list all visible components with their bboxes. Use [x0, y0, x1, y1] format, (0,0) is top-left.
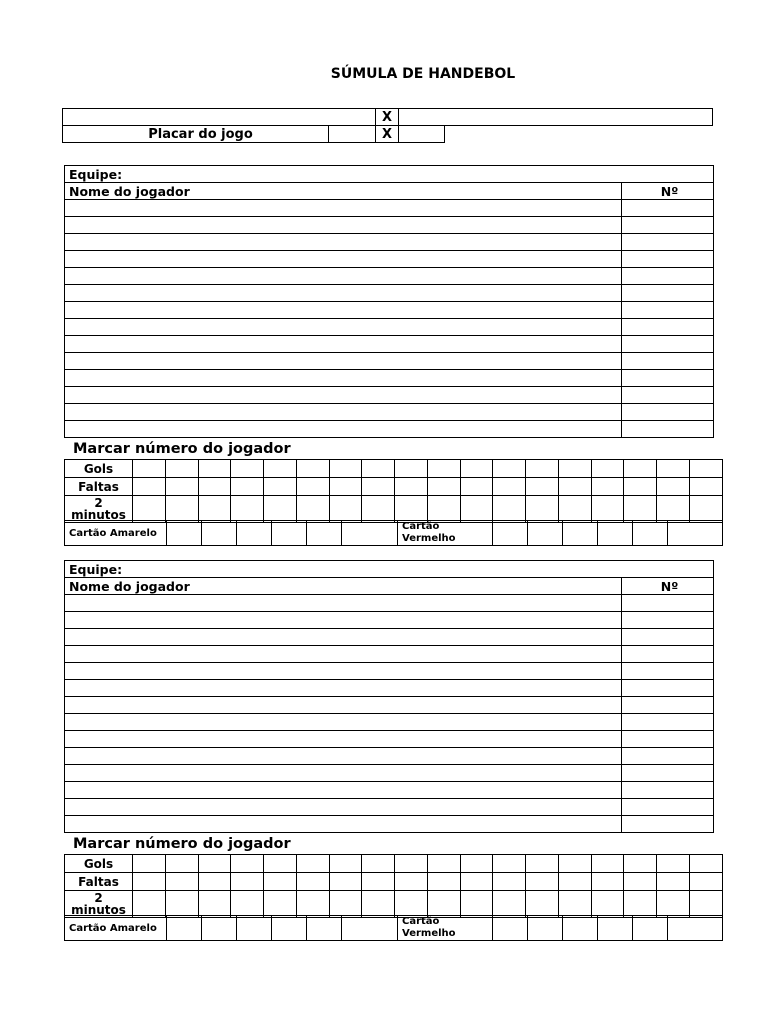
versus-mark: X	[376, 109, 399, 126]
stat-cell[interactable]	[329, 855, 362, 873]
number-header: Nº	[622, 578, 714, 595]
player-number-cell[interactable]	[622, 251, 714, 268]
player-number-cell[interactable]	[622, 714, 714, 731]
stat-cell[interactable]	[493, 891, 526, 918]
stat-cell[interactable]	[526, 855, 559, 873]
name-header: Nome do jogador	[65, 183, 622, 200]
player-name-cell[interactable]	[65, 612, 622, 629]
player-number-cell[interactable]	[622, 336, 714, 353]
stat-cell[interactable]	[690, 891, 723, 918]
stat-cell[interactable]	[460, 891, 493, 918]
yellow-card-cell[interactable]	[342, 521, 398, 546]
red-card-cell[interactable]	[668, 521, 723, 546]
stat-cell[interactable]	[460, 478, 493, 496]
stat-cell[interactable]	[591, 891, 624, 918]
stat-cell[interactable]	[624, 855, 657, 873]
player-row	[65, 782, 714, 799]
scoreboard-row-2	[62, 125, 445, 143]
player-name-cell[interactable]	[65, 353, 622, 370]
player-number-cell[interactable]	[622, 697, 714, 714]
player-number-cell[interactable]	[622, 595, 714, 612]
page-title: SÚMULA DE HANDEBOL	[330, 66, 516, 82]
stat-cell[interactable]	[526, 891, 559, 918]
player-name-cell[interactable]	[65, 251, 622, 268]
player-name-cell[interactable]	[65, 595, 622, 612]
player-number-cell[interactable]	[622, 387, 714, 404]
goals-label: Gols	[65, 855, 133, 873]
player-row	[65, 799, 714, 816]
stat-cell[interactable]	[558, 496, 591, 523]
red-card-cell[interactable]	[528, 916, 563, 941]
yellow-card-cell[interactable]	[272, 916, 307, 941]
stat-cell[interactable]	[591, 478, 624, 496]
stat-cell[interactable]	[591, 496, 624, 523]
player-row	[65, 663, 714, 680]
stat-cell[interactable]	[329, 873, 362, 891]
stat-cell[interactable]	[165, 891, 198, 918]
stat-cell[interactable]	[362, 478, 395, 496]
player-row	[65, 200, 714, 217]
player-name-cell[interactable]	[65, 217, 622, 234]
player-number-cell[interactable]	[622, 816, 714, 833]
player-row	[65, 285, 714, 302]
stat-cell[interactable]	[362, 873, 395, 891]
stat-cell[interactable]	[493, 478, 526, 496]
stat-cell[interactable]	[296, 855, 329, 873]
cards-row	[64, 520, 723, 546]
stat-cell[interactable]	[427, 891, 460, 918]
stat-cell[interactable]	[657, 478, 690, 496]
stat-cell[interactable]	[329, 460, 362, 478]
red-card-cell[interactable]	[633, 521, 668, 546]
stat-cell[interactable]	[264, 873, 297, 891]
player-number-cell[interactable]	[622, 285, 714, 302]
player-row	[65, 234, 714, 251]
player-name-cell[interactable]	[65, 370, 622, 387]
player-name-cell[interactable]	[65, 234, 622, 251]
player-number-cell[interactable]	[622, 421, 714, 438]
team-b-score-cell[interactable]	[399, 126, 445, 143]
player-number-cell[interactable]	[622, 612, 714, 629]
stat-cell[interactable]	[362, 460, 395, 478]
stat-cell[interactable]	[460, 855, 493, 873]
yellow-card-cell[interactable]	[307, 916, 342, 941]
yellow-card-cell[interactable]	[342, 916, 398, 941]
stat-cell[interactable]	[231, 891, 264, 918]
player-name-cell[interactable]	[65, 629, 622, 646]
stats-grid	[64, 459, 723, 523]
stat-cell[interactable]	[198, 891, 231, 918]
player-name-cell[interactable]	[65, 663, 622, 680]
stat-cell[interactable]	[657, 496, 690, 523]
stat-cell[interactable]	[526, 460, 559, 478]
player-name-cell[interactable]	[65, 404, 622, 421]
scoreboard-row-1	[62, 108, 713, 126]
player-number-cell[interactable]	[622, 234, 714, 251]
yellow-card-cell[interactable]	[167, 521, 202, 546]
player-name-cell[interactable]	[65, 387, 622, 404]
goals-label: Gols	[65, 460, 133, 478]
stat-cell[interactable]	[690, 460, 723, 478]
stat-cell[interactable]	[624, 496, 657, 523]
stat-cell[interactable]	[133, 496, 166, 523]
stat-cell[interactable]	[558, 891, 591, 918]
fouls-label: Faltas	[65, 873, 133, 891]
stat-cell[interactable]	[690, 855, 723, 873]
player-number-cell[interactable]	[622, 663, 714, 680]
player-number-cell[interactable]	[622, 765, 714, 782]
red-card-cell[interactable]	[668, 916, 723, 941]
stat-cell[interactable]	[362, 496, 395, 523]
score-label: Placar do jogo	[63, 126, 329, 143]
stat-cell[interactable]	[493, 460, 526, 478]
player-name-cell[interactable]	[65, 680, 622, 697]
cards-row	[64, 915, 723, 941]
stat-cell[interactable]	[296, 496, 329, 523]
stat-cell[interactable]	[133, 855, 166, 873]
player-number-cell[interactable]	[622, 217, 714, 234]
stat-cell[interactable]	[296, 478, 329, 496]
stat-cell[interactable]	[264, 478, 297, 496]
stat-cell[interactable]	[231, 460, 264, 478]
stat-cell[interactable]	[460, 496, 493, 523]
player-row	[65, 336, 714, 353]
player-name-cell[interactable]	[65, 200, 622, 217]
player-row	[65, 731, 714, 748]
fouls-label: Faltas	[65, 478, 133, 496]
team-a-name-cell[interactable]	[63, 109, 376, 126]
stat-cell[interactable]	[395, 496, 428, 523]
stat-cell[interactable]	[624, 891, 657, 918]
stat-cell[interactable]	[329, 478, 362, 496]
stat-cell[interactable]	[624, 460, 657, 478]
stat-cell[interactable]	[657, 855, 690, 873]
stat-cell[interactable]	[493, 873, 526, 891]
stat-cell[interactable]	[493, 855, 526, 873]
stat-cell[interactable]	[591, 873, 624, 891]
player-number-cell[interactable]	[622, 646, 714, 663]
stat-cell[interactable]	[690, 496, 723, 523]
stat-cell[interactable]	[558, 855, 591, 873]
stat-cell[interactable]	[165, 855, 198, 873]
stat-cell[interactable]	[231, 855, 264, 873]
red-card-cell[interactable]	[633, 916, 668, 941]
stat-cell[interactable]	[526, 873, 559, 891]
stat-cell[interactable]	[624, 478, 657, 496]
player-row	[65, 680, 714, 697]
stat-cell[interactable]	[657, 460, 690, 478]
player-row	[65, 629, 714, 646]
stat-cell[interactable]	[427, 873, 460, 891]
stat-cell[interactable]	[329, 891, 362, 918]
yellow-card-cell[interactable]	[272, 521, 307, 546]
stat-cell[interactable]	[362, 855, 395, 873]
stat-cell[interactable]	[427, 478, 460, 496]
stat-cell[interactable]	[231, 478, 264, 496]
red-card-cell[interactable]	[563, 521, 598, 546]
roster-table	[64, 560, 714, 833]
yellow-card-cell[interactable]	[202, 916, 237, 941]
stat-cell[interactable]	[657, 891, 690, 918]
number-header: Nº	[622, 183, 714, 200]
stat-cell[interactable]	[493, 496, 526, 523]
stat-cell[interactable]	[427, 460, 460, 478]
player-number-cell[interactable]	[622, 799, 714, 816]
two-minutes-label: 2 minutos	[65, 496, 133, 523]
yellow-card-cell[interactable]	[237, 916, 272, 941]
stat-cell[interactable]	[264, 496, 297, 523]
stat-cell[interactable]	[133, 478, 166, 496]
player-name-cell[interactable]	[65, 697, 622, 714]
stat-cell[interactable]	[198, 478, 231, 496]
player-row	[65, 816, 714, 833]
stat-cell[interactable]	[591, 855, 624, 873]
stat-cell[interactable]	[231, 496, 264, 523]
team-b-name-cell[interactable]	[399, 109, 713, 126]
mark-title: Marcar número do jogador	[73, 836, 291, 852]
player-name-cell[interactable]	[65, 421, 622, 438]
stat-cell[interactable]	[395, 460, 428, 478]
stat-cell[interactable]	[198, 855, 231, 873]
stat-cell[interactable]	[133, 873, 166, 891]
player-row	[65, 421, 714, 438]
player-number-cell[interactable]	[622, 404, 714, 421]
versus-mark: X	[376, 126, 399, 143]
team-a-score-cell[interactable]	[329, 126, 376, 143]
player-name-cell[interactable]	[65, 302, 622, 319]
stat-cell[interactable]	[395, 891, 428, 918]
player-number-cell[interactable]	[622, 731, 714, 748]
player-row	[65, 387, 714, 404]
stat-cell[interactable]	[690, 873, 723, 891]
red-card-cell[interactable]	[493, 916, 528, 941]
player-number-cell[interactable]	[622, 200, 714, 217]
stat-cell[interactable]	[165, 496, 198, 523]
stat-cell[interactable]	[460, 460, 493, 478]
stat-cell[interactable]	[558, 478, 591, 496]
team-label[interactable]: Equipe:	[65, 166, 714, 183]
yellow-card-cell[interactable]	[167, 916, 202, 941]
player-row	[65, 714, 714, 731]
red-card-cell[interactable]	[528, 521, 563, 546]
player-number-cell[interactable]	[622, 268, 714, 285]
player-row	[65, 302, 714, 319]
player-row	[65, 268, 714, 285]
player-name-cell[interactable]	[65, 285, 622, 302]
stat-cell[interactable]	[395, 478, 428, 496]
red-card-cell[interactable]	[598, 521, 633, 546]
yellow-card-label: Cartão Amarelo	[65, 521, 167, 546]
stat-cell[interactable]	[264, 891, 297, 918]
player-number-cell[interactable]	[622, 319, 714, 336]
stat-cell[interactable]	[296, 460, 329, 478]
player-row	[65, 697, 714, 714]
red-card-cell[interactable]	[598, 916, 633, 941]
player-number-cell[interactable]	[622, 302, 714, 319]
player-row	[65, 748, 714, 765]
player-number-cell[interactable]	[622, 370, 714, 387]
player-row	[65, 612, 714, 629]
stat-cell[interactable]	[198, 460, 231, 478]
player-row	[65, 595, 714, 612]
player-name-cell[interactable]	[65, 748, 622, 765]
stat-cell[interactable]	[165, 460, 198, 478]
stat-cell[interactable]	[231, 873, 264, 891]
stat-cell[interactable]	[165, 873, 198, 891]
player-name-cell[interactable]	[65, 268, 622, 285]
stat-cell[interactable]	[198, 873, 231, 891]
roster-table	[64, 165, 714, 438]
player-row	[65, 251, 714, 268]
stat-cell[interactable]	[133, 891, 166, 918]
player-row	[65, 765, 714, 782]
stats-grid	[64, 854, 723, 918]
player-row	[65, 646, 714, 663]
yellow-card-label: Cartão Amarelo	[65, 916, 167, 941]
red-card-cell[interactable]	[563, 916, 598, 941]
player-number-cell[interactable]	[622, 629, 714, 646]
stat-cell[interactable]	[296, 873, 329, 891]
stat-cell[interactable]	[133, 460, 166, 478]
player-row	[65, 404, 714, 421]
stat-cell[interactable]	[624, 873, 657, 891]
player-row	[65, 319, 714, 336]
stat-cell[interactable]	[296, 891, 329, 918]
stat-cell[interactable]	[264, 855, 297, 873]
stat-cell[interactable]	[657, 873, 690, 891]
stat-cell[interactable]	[460, 873, 493, 891]
player-row	[65, 353, 714, 370]
player-row	[65, 370, 714, 387]
yellow-card-cell[interactable]	[307, 521, 342, 546]
stat-cell[interactable]	[427, 496, 460, 523]
player-name-cell[interactable]	[65, 336, 622, 353]
stat-cell[interactable]	[165, 478, 198, 496]
name-header: Nome do jogador	[65, 578, 622, 595]
stat-cell[interactable]	[198, 496, 231, 523]
two-minutes-label: 2 minutos	[65, 891, 133, 918]
yellow-card-cell[interactable]	[237, 521, 272, 546]
stat-cell[interactable]	[558, 873, 591, 891]
player-name-cell[interactable]	[65, 765, 622, 782]
player-number-cell[interactable]	[622, 748, 714, 765]
player-name-cell[interactable]	[65, 714, 622, 731]
player-number-cell[interactable]	[622, 353, 714, 370]
player-number-cell[interactable]	[622, 680, 714, 697]
player-name-cell[interactable]	[65, 799, 622, 816]
team-label[interactable]: Equipe:	[65, 561, 714, 578]
stat-cell[interactable]	[558, 460, 591, 478]
stat-cell[interactable]	[690, 478, 723, 496]
player-name-cell[interactable]	[65, 731, 622, 748]
stat-cell[interactable]	[395, 855, 428, 873]
mark-title: Marcar número do jogador	[73, 441, 291, 457]
red-card-label: Cartão Vermelho	[398, 916, 493, 941]
stat-cell[interactable]	[591, 460, 624, 478]
stat-cell[interactable]	[427, 855, 460, 873]
player-number-cell[interactable]	[622, 782, 714, 799]
player-row	[65, 217, 714, 234]
player-name-cell[interactable]	[65, 782, 622, 799]
red-card-cell[interactable]	[493, 521, 528, 546]
player-name-cell[interactable]	[65, 816, 622, 833]
stat-cell[interactable]	[526, 496, 559, 523]
stat-cell[interactable]	[329, 496, 362, 523]
player-name-cell[interactable]	[65, 646, 622, 663]
yellow-card-cell[interactable]	[202, 521, 237, 546]
stat-cell[interactable]	[526, 478, 559, 496]
stat-cell[interactable]	[264, 460, 297, 478]
stat-cell[interactable]	[395, 873, 428, 891]
stat-cell[interactable]	[362, 891, 395, 918]
player-name-cell[interactable]	[65, 319, 622, 336]
red-card-label: Cartão Vermelho	[398, 521, 493, 546]
